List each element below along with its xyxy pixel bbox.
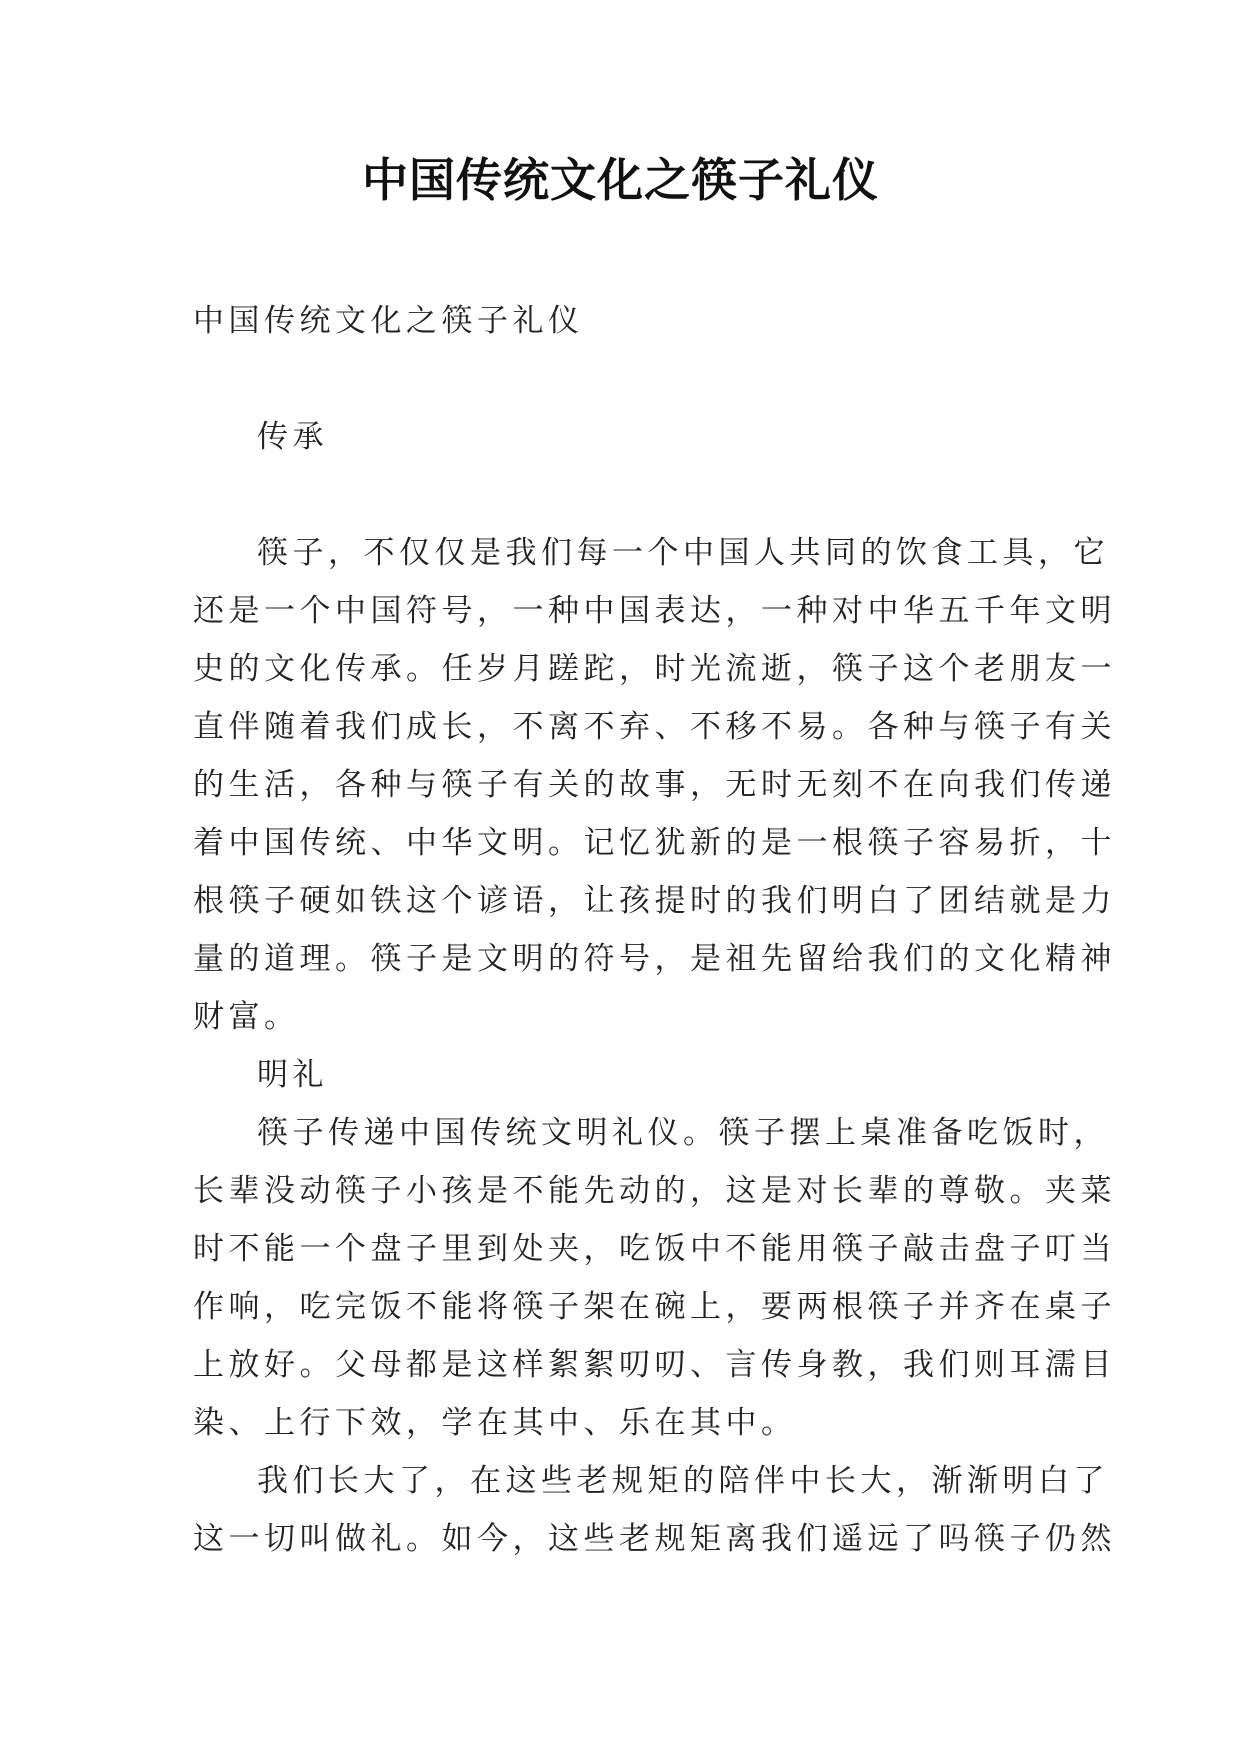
paragraph-line: 根筷子硬如铁这个谚语，让孩提时的我们明白了团结就是力 [193, 883, 1116, 919]
paragraph-etiquette [193, 1104, 1116, 1452]
paragraph-inheritance [193, 524, 1116, 1046]
paragraph-line: 的生活，各种与筷子有关的故事，无时无刻不在向我们传递 [193, 767, 1116, 803]
paragraph-line: 直伴随着我们成长，不离不弃、不移不易。各种与筷子有关 [193, 709, 1116, 745]
document-title: 中国传统文化之筷子礼仪 [362, 153, 879, 207]
paragraph-line: 长辈没动筷子小孩是不能先动的，这是对长辈的尊敬。夹菜 [193, 1173, 1116, 1209]
paragraph-line: 作响，吃完饭不能将筷子架在碗上，要两根筷子并齐在桌子 [193, 1289, 1116, 1325]
paragraph-growing-up [193, 1452, 1116, 1568]
paragraph-line: 筷子传递中国传统文明礼仪。筷子摆上桌准备吃饭时， [257, 1115, 1109, 1151]
paragraph-line: 上放好。父母都是这样絮絮叨叨、言传身教，我们则耳濡目 [193, 1347, 1116, 1383]
paragraph-line: 财富。 [193, 999, 300, 1035]
paragraph-line: 量的道理。筷子是文明的符号，是祖先留给我们的文化精神 [193, 941, 1116, 977]
paragraph-line: 还是一个中国符号，一种中国表达，一种对中华五千年文明 [193, 593, 1116, 629]
paragraph-line: 史的文化传承。任岁月蹉跎，时光流逝，筷子这个老朋友一 [193, 651, 1116, 687]
paragraph-line: 筷子，不仅仅是我们每一个中国人共同的饮食工具，它 [257, 535, 1109, 571]
paragraph-line: 着中国传统、中华文明。记忆犹新的是一根筷子容易折，十 [193, 825, 1116, 861]
paragraph-line: 染、上行下效，学在其中、乐在其中。 [193, 1405, 797, 1441]
paragraph-line: 我们长大了，在这些老规矩的陪伴中长大，渐渐明白了 [257, 1463, 1109, 1499]
document-subtitle: 中国传统文化之筷子礼仪 [193, 303, 584, 339]
paragraph-line: 时不能一个盘子里到处夹，吃饭中不能用筷子敲击盘子叮当 [193, 1231, 1116, 1267]
section-heading-inheritance: 传承 [257, 419, 328, 455]
document-body [193, 292, 1116, 1568]
section-heading-etiquette: 明礼 [257, 1057, 328, 1093]
paragraph-line: 这一切叫做礼。如今，这些老规矩离我们遥远了吗筷子仍然 [193, 1521, 1116, 1557]
